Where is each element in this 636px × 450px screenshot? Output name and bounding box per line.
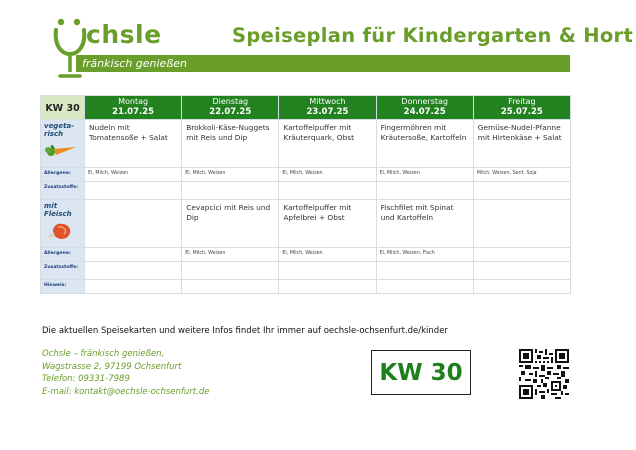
day-date: 22.07.25 — [209, 107, 252, 117]
qr-code-icon[interactable] — [519, 349, 569, 399]
week-label: KW 30 — [41, 96, 85, 120]
day-name: Montag — [118, 97, 149, 106]
email-line: E-mail: kontakt@oechsle-ochsenfurt.de — [42, 387, 210, 398]
day-name: Donnerstag — [401, 97, 448, 106]
address-line: Wagstrasse 2, 97199 Ochsenfurt — [42, 361, 182, 372]
meal-vegetarian-wednesday: Kartoffelpuffer mit Kräuterquark, Obst — [279, 120, 376, 168]
allergens-meat-row — [41, 248, 571, 262]
additives-label: Zusatzstoffe: — [41, 262, 85, 280]
day-name: Mittwoch — [309, 97, 346, 106]
allergens-vegetarian-monday: Ei, Milch, Weizen — [85, 168, 182, 182]
allergens-meat-tuesday: Ei, Milch, Weizen — [182, 248, 279, 262]
day-header-monday — [85, 96, 182, 120]
category-label-line2: risch — [44, 130, 64, 138]
meal-meat-monday — [85, 200, 182, 248]
phone-line: Telefon: 09331-7989 — [42, 374, 130, 385]
brand-logo — [52, 16, 212, 84]
allergens-meat-thursday: Ei, Milch, Weizen, Fisch — [376, 248, 473, 262]
additives-label: Zusatzstoffe: — [41, 182, 85, 200]
allergens-meat-wednesday: Ei, Milch, Weizen — [279, 248, 376, 262]
header-bar — [76, 55, 570, 72]
meal-meat-thursday: Fischfilet mit Spinat und Kartoffeln — [376, 200, 473, 248]
additives-meat-friday — [473, 262, 570, 280]
meal-vegetarian-friday: Gemüse-Nudel-Pfanne mit Hirtenkäse + Salat — [473, 120, 570, 168]
day-date: 24.07.25 — [403, 107, 446, 117]
category-meat — [41, 200, 85, 248]
day-header-thursday — [376, 96, 473, 120]
meal-meat-tuesday: Cevapcici mit Reis und Dip — [182, 200, 279, 248]
additives-meat-row — [41, 262, 571, 280]
meal-plan — [40, 95, 571, 312]
notes-friday — [473, 280, 570, 294]
meal-meat-wednesday: Kartoffelpuffer mit Apfelbrei + Obst — [279, 200, 376, 248]
notes-row — [41, 280, 571, 294]
category-label-line2: Fleisch — [44, 210, 72, 218]
day-header-wednesday — [279, 96, 376, 120]
notes-tuesday — [182, 280, 279, 294]
additives-meat-monday — [85, 262, 182, 280]
notes-wednesday — [279, 280, 376, 294]
additives-meat-thursday — [376, 262, 473, 280]
category-label-line1: mit — [44, 202, 58, 210]
allergens-vegetarian-thursday: Ei, Milch, Weizen — [376, 168, 473, 182]
day-date: 25.07.25 — [500, 107, 543, 117]
notes-thursday — [376, 280, 473, 294]
additives-meat-tuesday — [182, 262, 279, 280]
category-label-line1: vegeta- — [44, 122, 75, 130]
meal-vegetarian-tuesday: Brokkoli-Käse-Nuggets mit Reis und Dip — [182, 120, 279, 168]
additives-vegetarian-friday — [473, 182, 570, 200]
meal-vegetarian-thursday: Fingermöhren mit Kräutersoße, Kartoffeln — [376, 120, 473, 168]
week-box: KW 30 — [371, 350, 471, 395]
vegetable-icon — [44, 141, 78, 159]
allergens-label: Allergene: — [41, 168, 85, 182]
allergens-vegetarian-tuesday: Ei, Milch, Weizen — [182, 168, 279, 182]
page-title: Speiseplan für Kindergarten & Hort — [232, 24, 634, 47]
info-text: Die aktuellen Speisekarten und weitere Infos findet Ihr immer auf oechsle-ochsenfurt.de/kinder — [42, 326, 448, 336]
day-name: Dienstag — [212, 97, 249, 106]
contact-address — [42, 348, 209, 399]
additives-vegetarian-row — [41, 182, 571, 200]
meat-icon — [44, 221, 78, 241]
brand-tagline: fränkisch genießen — [82, 57, 187, 70]
meal-plan-table — [40, 95, 571, 294]
day-date: 23.07.25 — [306, 107, 349, 117]
brand-name: chsle — [86, 20, 162, 49]
vegetarian-row — [41, 120, 571, 168]
notes-label: Hinweis: — [41, 280, 85, 294]
day-header-tuesday — [182, 96, 279, 120]
allergens-label: Allergene: — [41, 248, 85, 262]
additives-meat-wednesday — [279, 262, 376, 280]
day-date: 21.07.25 — [112, 107, 155, 117]
meat-row — [41, 200, 571, 248]
additives-vegetarian-wednesday — [279, 182, 376, 200]
additives-vegetarian-thursday — [376, 182, 473, 200]
header-row — [41, 96, 571, 120]
meal-meat-friday — [473, 200, 570, 248]
allergens-vegetarian-row — [41, 168, 571, 182]
allergens-meat-monday — [85, 248, 182, 262]
address-line: Ochsle – fränkisch genießen, — [42, 349, 165, 359]
additives-vegetarian-monday — [85, 182, 182, 200]
allergens-vegetarian-friday: Milch, Weizen, Senf, Soja — [473, 168, 570, 182]
meal-vegetarian-monday: Nudeln mit Tomatensoße + Salat — [85, 120, 182, 168]
notes-monday — [85, 280, 182, 294]
day-header-friday — [473, 96, 570, 120]
category-vegetarian — [41, 120, 85, 168]
allergens-meat-friday — [473, 248, 570, 262]
day-name: Freitag — [508, 97, 536, 106]
additives-vegetarian-tuesday — [182, 182, 279, 200]
allergens-vegetarian-wednesday: Ei, Milch, Weizen — [279, 168, 376, 182]
